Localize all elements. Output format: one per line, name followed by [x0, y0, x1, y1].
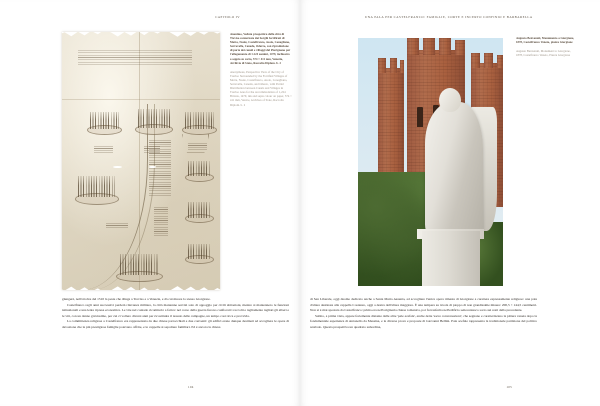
left-caption-italian: Anonimo, Veduta prospettica della città di Treviso contornata dai borghi fortificati di Motta, Noale, Castelfranco, Asolo, Conegliano, Serravalle, Ceneda, Oderzo, con riproduzione di parte dei canali e villaggi del Piavignano per l'allagamento di 1.224 uomini, 1479, inchiostro a seppia su carta, 574 × 411 mm, Venezia, Archivio di Stato, Raccolta Diplom. b. 2	[230, 32, 291, 65]
left-figure-caption	[230, 32, 292, 107]
map-annotation-column	[154, 207, 168, 238]
left-body-paragraph: Castelfranco regli anni successivi perderà rilevanza militare, la città mantenne servizi solo di appoggio per civili abitazioni, mentre si mantennero le funzioni istituzionali e una lenta ripresa economica. Le vite nel contado ricominciò a fatica: nel corso della guerra furono confiscati i raccolti e tagliamente tagliati gli alberi e le viti, con un danno gravissimo, per cui ci vollero diversi anni per ricostituire il tessuto delle campagne, un tempo così ricca e provvida.	[62, 302, 289, 318]
right-body-text	[310, 297, 537, 331]
left-body-text	[62, 297, 289, 331]
map-village	[75, 176, 119, 204]
photo-statue-body	[425, 102, 483, 241]
photo-merlon	[439, 38, 451, 55]
right-body-paragraph: Subito, a prima vista, appare fortemente distante dalle altre 'pale acefale', anche dette 'sacre conversazioni', che segnano e caratterizzano la pittura veneta dopo la fondamentale esperienza di Antonello da Messina, e le diverse prove e proposte di Giovanni Bellini. Pale acefale rappresenta la tradizionale partizione del politico retabolo. Questa prospettiva un quadrato subordina,	[310, 313, 537, 329]
giorgione-monument-photo	[358, 38, 503, 286]
right-body-paragraph: di San Liberale, oggi duomo dedicato anche a Santa Maria Assunta, ad accogliere l'unica opera rimasta di Giorgione a carattere espressamente religioso: una pala d'altare destinata alla cappella Costanzo, oggi a destra dell'altare maggiore. È una tempera su tavola di pioppo di non grandissime misure: 200,5 × 144,5 centimetri. Non si è mai spostata da Castelfranco: prima era nell'originaria chiesa romanica, poi fu trasferita nell'edificio settecentesco sorto sui resti della precedente.	[310, 297, 537, 313]
photo-statue-head	[439, 88, 461, 113]
map-village	[185, 202, 213, 223]
right-page	[300, 0, 600, 406]
photo-merlon	[390, 58, 397, 73]
map-inscription-block	[78, 50, 192, 65]
photo-merlon	[497, 55, 503, 67]
antique-map-figure	[62, 32, 220, 290]
right-running-head: UNA PALA PER CASTELFRANCO: FAMIGLIE, CORTE E INCERTO CONFINIO E BARBARELLA	[365, 15, 533, 19]
photo-merlon	[407, 38, 419, 55]
right-figure-caption	[516, 36, 578, 57]
photo-merlon	[378, 58, 385, 73]
map-village	[87, 112, 122, 135]
left-body-lead: giungerà, nell'ottobre del 1510 la peste che dilaga a Treviso e a Venezia, e dà cui muore lo stesso Giorgione.	[62, 297, 211, 301]
map-village	[185, 244, 213, 265]
map-annotation-column	[144, 146, 160, 154]
map-village	[116, 254, 163, 282]
photo-merlon	[455, 40, 465, 55]
right-caption-italian: Augusto Benvenuti, Monumento a Giorgione, 1878, Castelfranco Veneto, piazza Giorgione	[516, 36, 575, 45]
left-page-number: 104	[188, 385, 194, 389]
map-horizontal-rule	[62, 99, 220, 100]
right-caption-english: Augusto Benvenuti, Monument to Giorgione, 1878, Castelfranco Veneto, Piazza Giorgione	[516, 49, 571, 58]
map-village	[135, 109, 173, 135]
left-running-head: CAPITOLO IV	[215, 15, 240, 19]
photo-merlon	[484, 53, 493, 68]
photo-merlon	[423, 38, 435, 55]
map-annotation-column	[94, 146, 113, 154]
right-page-number: 105	[506, 385, 512, 389]
map-village	[185, 161, 213, 182]
map-annotation-column	[106, 223, 128, 228]
photo-pedestal	[422, 231, 480, 286]
photo-merlon	[400, 60, 404, 72]
left-caption-english: Anonymous, Perspective View of the City of Treviso Surrounded by the Fortified Villages of Motta, Noale, Castelfranco, Asolo, Conegliano, Serravalle, Ceneda, and Oderzo, with Partial Distribution between Canals and Villages in Treviso Area for the Accommodation of 1,224 Britons, 1479, ink and sepia colour on paper, 574 × 411 mm, Venice, Archives of State, Raccolta Diplom. b. 2	[230, 69, 292, 107]
photo-merlon	[471, 53, 480, 68]
left-body-paragraph: La committenza religiosa a Castelfranco era rappresentata da due chiese parrocchiali e due conventi: gli edifici erano dunque destinati ad accogliere le opere di devozione che le più prestigiose famiglie potevano offrire, e le cappelle si sepolture familiari. Ed è ancora la chiesa	[62, 319, 289, 329]
photo-tower-window	[417, 107, 423, 127]
